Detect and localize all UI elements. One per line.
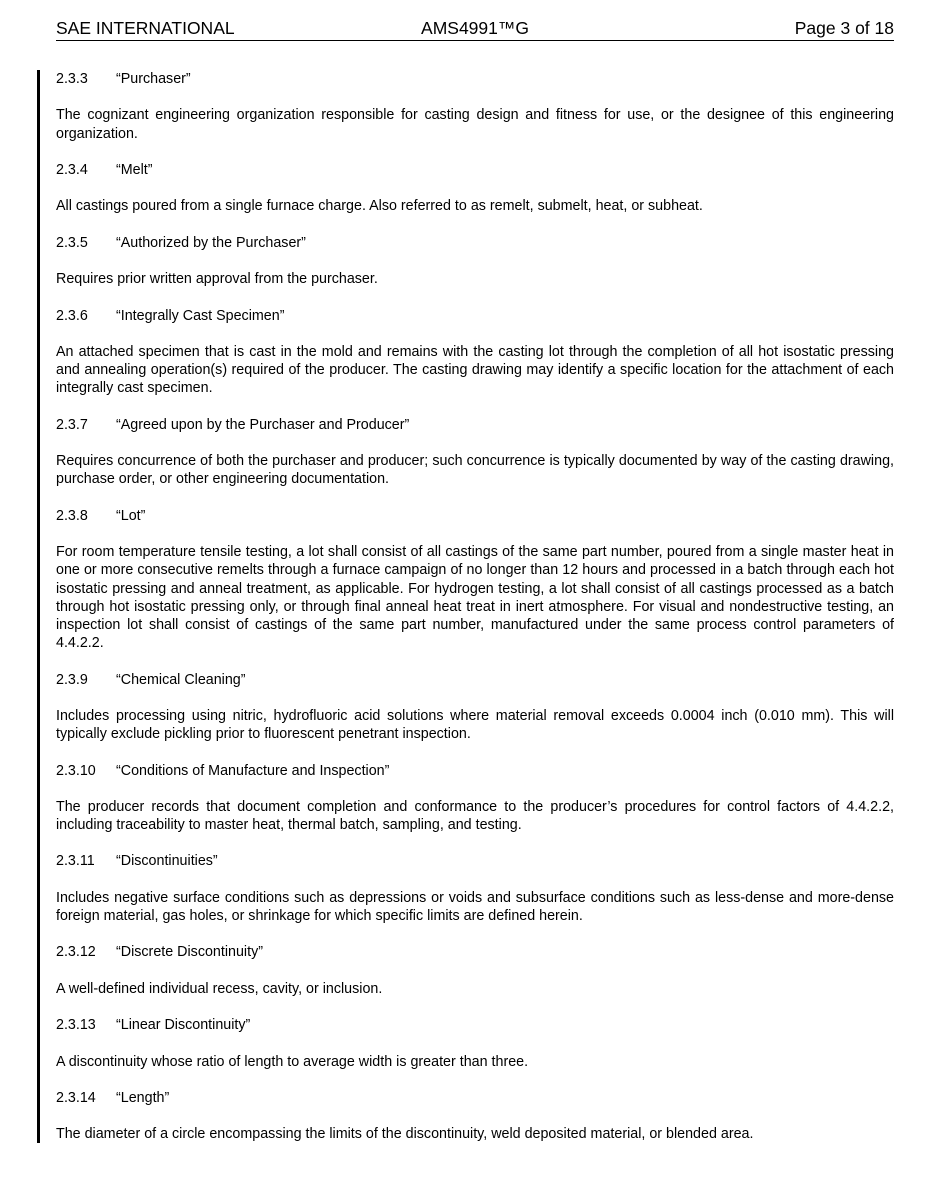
definition-heading <box>56 1089 894 1107</box>
definition-term: “Chemical Cleaning” <box>116 671 246 688</box>
definition-number: 2.3.7 <box>56 416 88 433</box>
definition-text: The diameter of a circle encompassing the limits of the discontinuity, weld deposited material, or blended area. <box>56 1126 754 1143</box>
definition-text: A discontinuity whose ratio of length to average width is greater than three. <box>56 1053 529 1070</box>
definition-text: Includes processing using nitric, hydrofluoric acid solutions where material removal exceeds 0.0004 inch (0.010 mm). This will typically exclude pickling prior to fluorescent penetrant inspection. <box>56 707 894 743</box>
definition-number: 2.3.6 <box>56 307 88 324</box>
definition-heading <box>56 70 894 88</box>
definition-number: 2.3.14 <box>56 1090 96 1107</box>
definition-heading <box>56 234 894 252</box>
definition-term: “Lot” <box>116 507 146 524</box>
definition-heading <box>56 852 894 870</box>
definition-term: “Melt” <box>116 161 153 178</box>
definition-term: “Authorized by the Purchaser” <box>116 234 306 251</box>
revision-bar <box>37 70 40 1143</box>
definition-text: A well-defined individual recess, cavity, or inclusion. <box>56 980 383 997</box>
definition-heading <box>56 161 894 179</box>
definition-heading <box>56 307 894 325</box>
definition-text: Requires concurrence of both the purchaser and producer; such concurrence is typically documented by way of the casting drawing, purchase order, or other engineering documentation. <box>56 453 894 488</box>
definition-term: “Conditions of Manufacture and Inspection” <box>116 762 390 779</box>
definition-number: 2.3.10 <box>56 762 96 779</box>
definition-term: “Linear Discontinuity” <box>116 1017 251 1034</box>
definition-heading <box>56 671 894 689</box>
definition-number: 2.3.3 <box>56 71 88 87</box>
definition-number: 2.3.12 <box>56 944 96 961</box>
header-page-indicator: Page 3 of 18 <box>794 18 894 38</box>
definition-number: 2.3.13 <box>56 1017 96 1034</box>
header-document-id: AMS4991™G <box>421 18 529 38</box>
definition-term: “Length” <box>116 1090 170 1107</box>
definition-heading <box>56 507 894 525</box>
definition-text: The producer records that document completion and conformance to the producer’s procedures for control factors of 4.4.2.2, including traceability to master heat, thermal batch, sampling, and testing. <box>56 798 894 834</box>
definition-term: “Discrete Discontinuity” <box>116 944 263 961</box>
definition-text: Requires prior written approval from the purchaser. <box>56 271 378 288</box>
definition-term: “Purchaser” <box>116 71 191 87</box>
definition-number: 2.3.9 <box>56 671 88 688</box>
definition-number: 2.3.5 <box>56 234 88 251</box>
definition-heading <box>56 943 894 961</box>
definition-text: For room temperature tensile testing, a lot shall consist of all castings of the same part number, poured from a single master heat in one or more consecutive remelts through a furnace campaign of no longer than 12 hours and processed in a batch through each hot isostatic pressing and anneal treatment, as applicable. For hydrogen testing, a lot shall consist of all castings processed as a batch through hot isostatic pressing only, or through final anneal heat treat in inert atmosphere. For visual and nondestructive testing, an inspection lot shall consist of castings of the same part number, manufactured under the same process control parameters of 4.4.2.2. <box>56 544 894 652</box>
definition-number: 2.3.8 <box>56 507 88 524</box>
definition-heading <box>56 762 894 780</box>
definition-text: All castings poured from a single furnace charge. Also referred to as remelt, submelt, heat, or subheat. <box>56 198 703 215</box>
definitions-section <box>56 70 894 1162</box>
definition-heading <box>56 1016 894 1034</box>
definition-number: 2.3.4 <box>56 161 88 178</box>
definition-number: 2.3.11 <box>56 853 95 870</box>
definition-term: “Integrally Cast Specimen” <box>116 307 285 324</box>
definition-text: Includes negative surface conditions such as depressions or voids and subsurface conditions such as less-dense and more-dense foreign material, gas holes, or shrinkage for which specific limits are defined herein. <box>56 889 894 925</box>
page-header <box>56 16 894 41</box>
definition-heading <box>56 416 894 434</box>
definition-term: “Discontinuities” <box>116 853 218 870</box>
header-organization: SAE INTERNATIONAL <box>56 18 235 38</box>
definition-text: The cognizant engineering organization responsible for casting design and fitness for use, or the designee of this engineering organization. <box>56 107 894 142</box>
definition-text: An attached specimen that is cast in the mold and remains with the casting lot through the completion of all hot isostatic pressing and annealing operation(s) required of the producer. The casting drawing may identify a specific location for the attachment of each integrally cast specimen. <box>56 343 894 397</box>
definition-term: “Agreed upon by the Purchaser and Producer” <box>116 416 410 433</box>
